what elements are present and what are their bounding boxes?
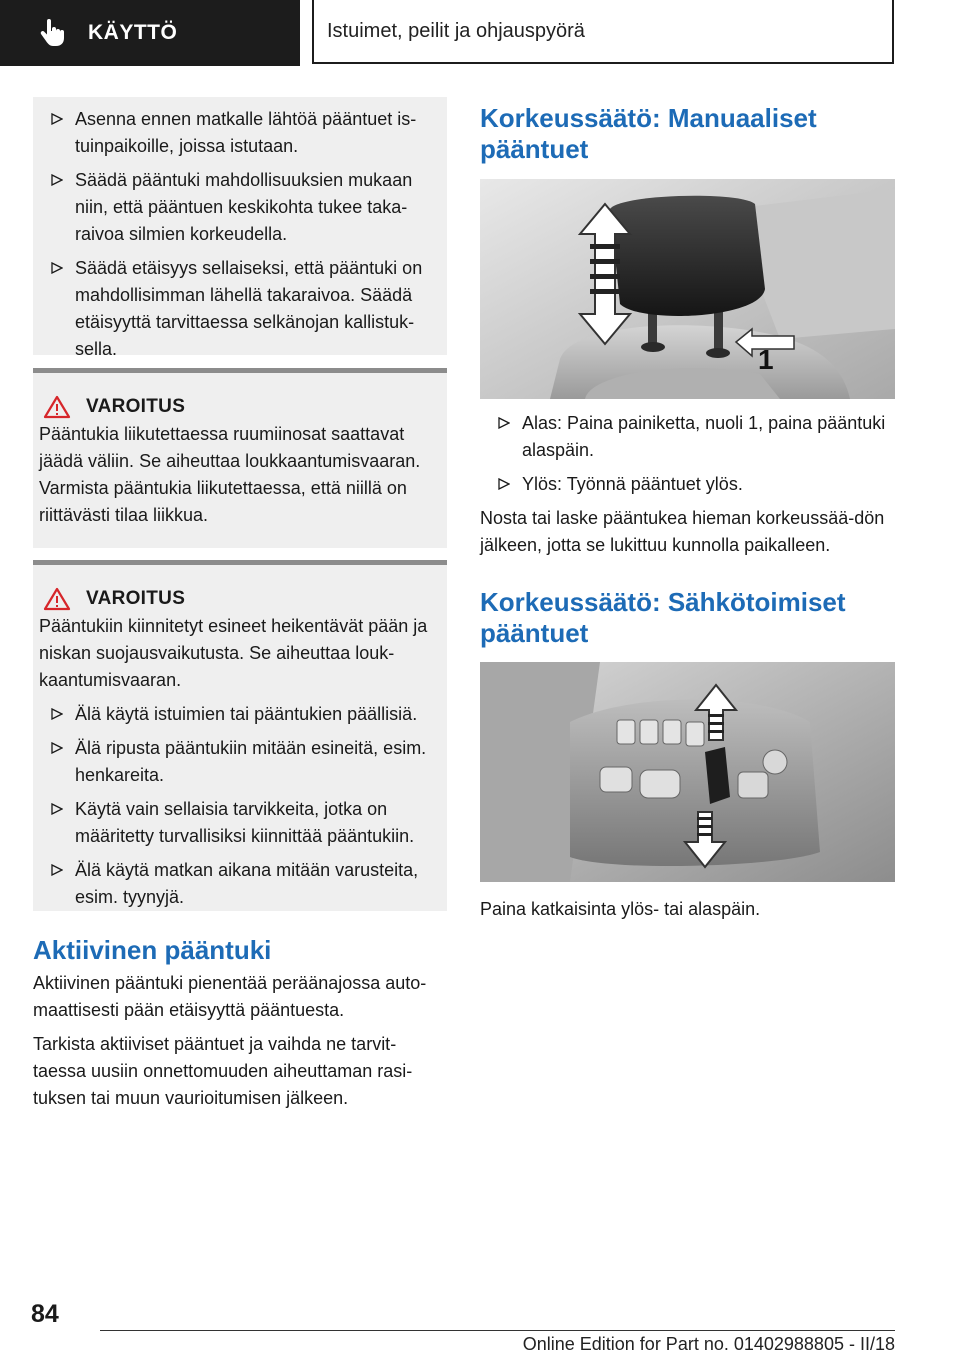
section-tab[interactable] — [0, 0, 300, 66]
manual-list — [480, 410, 895, 498]
warning-title: VAROITUS — [86, 588, 186, 609]
paragraph: Nosta tai laske pääntukea hieman korkeussää-dön jälkeen, jotta se lukittuu kunnolla paikalleen. — [480, 508, 885, 555]
footer-divider — [100, 1330, 895, 1331]
pointing-hand-icon — [38, 18, 68, 48]
manual-text — [480, 410, 895, 559]
warning-text: Pääntukia liikutettaessa ruumiinosat saattavat jäädä väliin. Se aiheuttaa loukkaantumisvaaran. Varmista pääntukia liikutettaessa, että niillä on riittävästi tilaa liikkua. — [39, 424, 421, 525]
warning-title: VAROITUS — [86, 396, 186, 417]
active-section — [33, 935, 447, 1112]
bullet-triangle-icon — [51, 864, 63, 876]
warning-list — [33, 701, 447, 911]
list-item: Ylös: Työnnä pääntuet ylös. — [480, 471, 895, 498]
warning-triangle-icon — [43, 395, 71, 419]
electric-heading-block — [480, 587, 895, 649]
paragraph: Aktiivinen pääntuki pienentää peräänajossa auto-maattisesti pään etäisyyttä pääntuesta. — [33, 973, 427, 1020]
headrest-illustration — [480, 179, 895, 399]
chapter-title: Istuimet, peilit ja ohjauspyörä — [327, 19, 585, 42]
bullet-triangle-icon — [51, 803, 63, 815]
headrest-manual-image — [480, 179, 895, 399]
section-heading: Aktiivinen pääntuki — [33, 935, 272, 965]
warning-box-2 — [33, 560, 447, 911]
bullet-triangle-icon — [51, 262, 63, 274]
section-title: KÄYTTÖ — [88, 21, 178, 44]
bullet-triangle-icon — [51, 174, 63, 186]
warning-text: Pääntukiin kiinnitetyt esineet heikentävät pään ja niskan suojausvaikutusta. Se aiheuttaa louk-kaantumisvaaran. — [39, 616, 428, 690]
electric-text — [480, 896, 895, 923]
list-item: Säädä pääntuki mahdollisuuksien mukaan niin, että pääntuen keskikohta tukee taka-raivoa silmien korkeudella. — [33, 167, 447, 248]
list-item: Älä ripusta pääntukiin mitään esineitä, esim. henkareita. — [33, 735, 447, 789]
intro-box — [33, 97, 447, 359]
paragraph: Tarkista aktiiviset pääntuet ja vaihda ne tarvit-taessa uusiin onnettomuuden aiheuttaman rasi-tuksen tai muun vaurioitumisen jälkeen. — [33, 1034, 413, 1108]
section-heading: Korkeussäätö: Sähkötoimiset pääntuet — [480, 587, 846, 648]
bullet-triangle-icon — [498, 417, 510, 429]
page-number: 84 — [31, 1300, 59, 1328]
footer-edition: Online Edition for Part no. 01402988805 - II/18 — [522, 1334, 895, 1354]
list-item: Älä käytä istuimien tai pääntukien päällisiä. — [33, 701, 447, 728]
intro-list — [33, 106, 447, 363]
seat-switch-illustration — [480, 662, 895, 882]
list-item: Asenna ennen matkalle lähtöä pääntuet is-tuinpaikoille, joissa istutaan. — [33, 106, 447, 160]
manual-heading-block — [480, 103, 895, 165]
list-item: Älä käytä matkan aikana mitään varusteita, esim. tyynyjä. — [33, 857, 447, 911]
list-item: Käytä vain sellaisia tarvikkeita, jotka on määritetty turvallisiksi kiinnittää pääntukiin. — [33, 796, 447, 850]
list-item: Alas: Paina painiketta, nuoli 1, paina pääntuki alaspäin. — [480, 410, 895, 464]
warning-triangle-icon — [43, 587, 71, 611]
callout-number: 1 — [758, 344, 774, 375]
chapter-header — [312, 0, 894, 64]
bullet-triangle-icon — [51, 113, 63, 125]
bullet-triangle-icon — [498, 478, 510, 490]
warning-box-1 — [33, 368, 447, 548]
headrest-electric-image — [480, 662, 895, 882]
section-heading: Korkeussäätö: Manuaaliset pääntuet — [480, 103, 817, 164]
list-item: Säädä etäisyys sellaiseksi, että pääntuki on mahdollisimman lähellä takaraivoa. Säädä etäisyyttä tarvittaessa selkänojan kallistuk-sella. — [33, 255, 447, 363]
bullet-triangle-icon — [51, 742, 63, 754]
paragraph: Paina katkaisinta ylös- tai alaspäin. — [480, 899, 761, 919]
bullet-triangle-icon — [51, 708, 63, 720]
